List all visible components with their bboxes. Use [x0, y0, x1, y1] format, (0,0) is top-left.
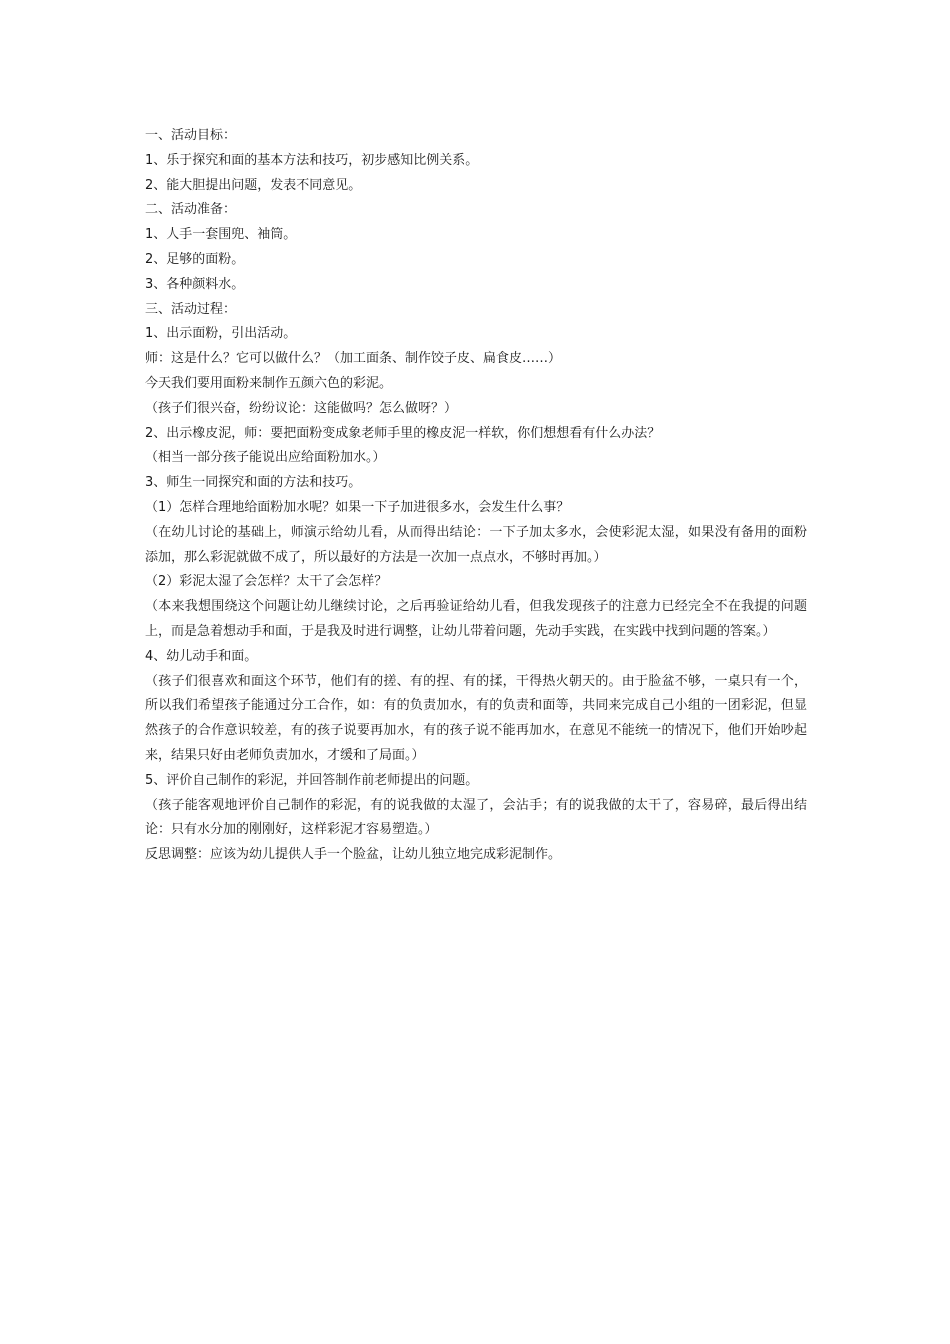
preparation-item-3: 3、各种颜料水。: [145, 276, 245, 292]
goal-item-2: 2、能大胆提出问题，发表不同意见。: [145, 177, 362, 193]
heading-activity-goals: 一、活动目标：: [145, 128, 237, 143]
process-note: （孩子们很喜欢和面这个环节，他们有的搓、有的捏、有的揉，干得热火朝天的。由于脸盆不够，一桌只有一个，所以我们希望孩子能通过分工合作，如：有的负责加水，有的负责和面等，共同来完成自己小组的一团彩泥，但显然孩子的合作意识较差，有的孩子说要再加水，有的孩子说不能再加水，在意见不能统一的情况下，他们开始吵起来，结果只好由老师负责加水，才缓和了局面。）: [145, 673, 807, 763]
process-note: （孩子们很兴奋，纷纷议论：这能做吗？怎么做呀？）: [145, 400, 458, 416]
heading-activity-process: 三、活动过程：: [145, 301, 237, 317]
process-paragraph: 师：这是什么？它可以做什么？（加工面条、制作饺子皮、扁食皮……）: [145, 351, 562, 367]
process-note: （本来我想围绕这个问题让幼儿继续讨论，之后再验证给幼儿看，但我发现孩子的注意力已经完全不在我提的问题上，而是急着想动手和面，于是我及时进行调整，让幼儿带着问题，先动手实践，在实践中找到问题的答案。）: [145, 599, 807, 639]
preparation-item-2: 2、足够的面粉。: [145, 251, 245, 267]
process-step-5: 5、评价自己制作的彩泥，并回答制作前老师提出的问题。: [145, 772, 479, 788]
process-step-3: 3、师生一同探究和面的方法和技巧。: [145, 475, 362, 491]
process-substep-2: （2）彩泥太湿了会怎样？太干了会怎样？: [145, 574, 388, 590]
document-body: [145, 124, 807, 868]
process-note: （相当一部分孩子能说出应给面粉加水。）: [145, 450, 386, 466]
preparation-item-1: 1、人手一套围兜、袖筒。: [145, 227, 297, 243]
goal-item-1: 1、乐于探究和面的基本方法和技巧，初步感知比例关系。: [145, 152, 479, 168]
process-note: （孩子能客观地评价自己制作的彩泥，有的说我做的太湿了，会沾手；有的说我做的太干了，容易碎，最后得出结论：只有水分加的刚刚好，这样彩泥才容易塑造。）: [145, 797, 807, 838]
process-substep-1: （1）怎样合理地给面粉加水呢？如果一下子加进很多水，会发生什么事？: [145, 499, 570, 515]
heading-activity-preparation: 二、活动准备：: [145, 202, 237, 218]
process-step-1: 1、出示面粉，引出活动。: [145, 326, 297, 342]
process-step-4: 4、幼儿动手和面。: [145, 648, 258, 664]
process-note: （在幼儿讨论的基础上，师演示给幼儿看，从而得出结论：一下子加太多水，会使彩泥太湿，如果没有备用的面粉添加，那么彩泥就做不成了，所以最好的方法是一次加一点点水，不够时再加。）: [145, 524, 807, 565]
reflection-paragraph: 反思调整：应该为幼儿提供人手一个脸盆，让幼儿独立地完成彩泥制作。: [145, 847, 562, 863]
process-step-2: 2、出示橡皮泥，师：要把面粉变成象老师手里的橡皮泥一样软，你们想想看有什么办法？: [145, 425, 661, 441]
process-paragraph: 今天我们要用面粉来制作五颜六色的彩泥。: [145, 375, 393, 391]
